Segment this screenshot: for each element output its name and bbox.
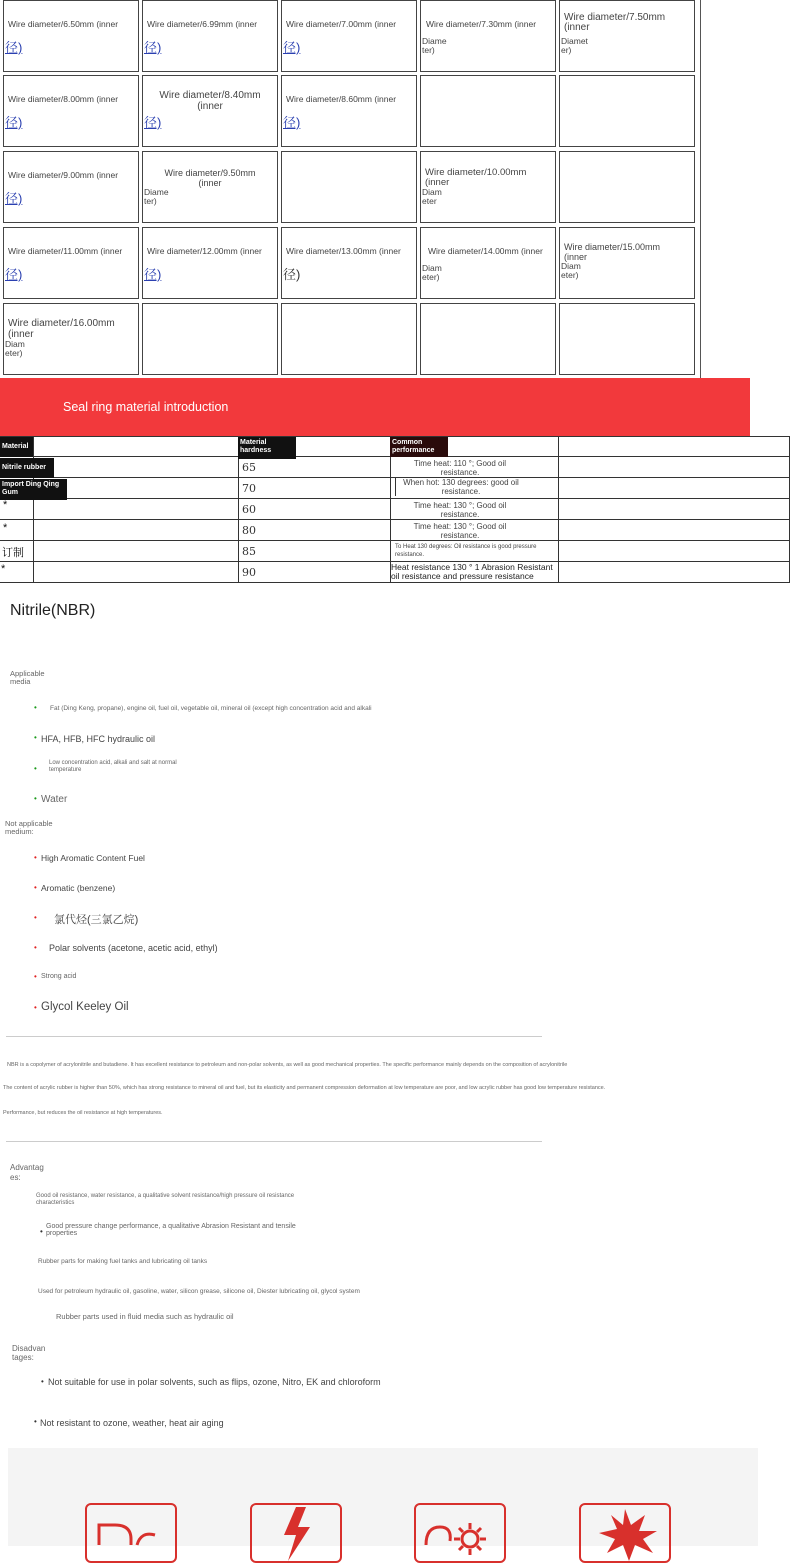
explosion-icon <box>579 1503 671 1563</box>
list-item: Not resistant to ozone, weather, heat air aging <box>40 1418 224 1428</box>
advantages-label: Advantages: <box>10 1163 44 1182</box>
lightning-icon <box>250 1503 342 1563</box>
header-material: Material <box>0 437 33 457</box>
performance-text: Heat resistance 130 ° 1 Abrasion Resistant oil resistance and pressure resistance <box>391 563 557 581</box>
performance-text: When hot: 130 degrees: good oil resistance. <box>395 478 526 496</box>
wire-cell-suffix: 径) <box>5 115 23 130</box>
wire-cell <box>420 151 556 223</box>
wire-cell <box>559 0 695 72</box>
wire-cell-label: Wire diameter/6.99mm (inner <box>147 19 258 29</box>
wire-cell-label: Wire diameter/12.00mm (inner <box>147 246 262 256</box>
wire-cell-note: Diam eter) <box>5 339 25 358</box>
performance-text: Time heat: 130 °; Good oil resistance. <box>395 501 525 519</box>
wire-cell <box>281 0 417 72</box>
hardness-value: 90 <box>242 566 256 579</box>
wire-cell <box>281 303 417 375</box>
wire-cell-note: Diame ter) <box>422 36 447 55</box>
divider <box>6 1141 542 1142</box>
wire-cell-label: Wire diameter/8.40mm (inner <box>159 90 261 112</box>
wire-cell-suffix: 径) <box>283 267 301 282</box>
bullet-icon: • <box>34 764 37 773</box>
wire-cell <box>142 151 278 223</box>
hardness-value: 60 <box>242 503 256 516</box>
wire-cell <box>3 0 139 72</box>
list-item: Rubber parts for making fuel tanks and lubricating oil tanks <box>38 1258 208 1265</box>
wire-cell-label: Wire diameter/10.00mm (inner <box>425 167 527 188</box>
feature-icon-panel <box>8 1448 758 1546</box>
bullet-icon: • <box>34 913 37 922</box>
wire-cell-label: Wire diameter/7.00mm (inner <box>286 19 397 29</box>
section-banner <box>0 378 750 436</box>
applicable-label: Applicable media <box>10 669 45 686</box>
wire-diameter-grid <box>0 0 701 379</box>
wire-cell <box>559 75 695 147</box>
wire-cell <box>3 227 139 299</box>
wire-cell-suffix: 径) <box>144 267 162 282</box>
list-item: Good oil resistance, water resistance, a qualitative solvent resistance/high pressure oil resistance characteristics <box>36 1193 295 1206</box>
bullet-icon: • <box>41 1377 44 1386</box>
bullet-icon: • <box>34 883 37 892</box>
not-applicable-label: Not applicable medium: <box>5 819 53 836</box>
section-title: Nitrile(NBR) <box>10 602 96 619</box>
wire-cell-suffix: 径) <box>144 40 162 55</box>
wire-cell-label: Wire diameter/8.60mm (inner <box>286 94 397 104</box>
list-item: Low concentration acid, alkali and salt at normal temperature <box>49 760 177 773</box>
list-item: Water <box>41 794 68 805</box>
hardness-value: 70 <box>242 482 256 495</box>
wire-cell-label: Wire diameter/11.00mm (inner <box>8 246 123 256</box>
performance-text: Time heat: 130 °; Good oil resistance. <box>395 522 525 540</box>
wire-cell <box>142 0 278 72</box>
wire-cell <box>3 151 139 223</box>
list-item: Glycol Keeley Oil <box>41 1001 129 1013</box>
description-paragraph: The content of acrylic rubber is higher than 50%, which has strong resistance to mineral oil and fuel, but its elasticity and permanent compression deformation at low temperature are poor, and low acrylic rubber has good low temperature resistance. <box>3 1085 606 1091</box>
document-icon <box>85 1503 177 1563</box>
wire-cell-label: Wire diameter/13.00mm (inner <box>286 246 401 256</box>
wire-cell-label: Wire diameter/9.50mm (inner <box>164 168 256 188</box>
wire-cell <box>142 75 278 147</box>
wire-cell-suffix: 径) <box>144 115 162 130</box>
hardness-value: 65 <box>242 461 256 474</box>
banner-title: Seal ring material introduction <box>63 400 229 414</box>
wire-cell-label: Wire diameter/7.30mm (inner <box>426 19 537 29</box>
description-paragraph: Performance, but reduces the oil resistance at high temperatures. <box>3 1110 163 1116</box>
list-item: High Aromatic Content Fuel <box>41 853 145 863</box>
list-item: Strong acid <box>41 973 77 980</box>
wire-cell-label: Wire diameter/8.00mm (inner <box>8 94 119 104</box>
wire-cell-suffix: 径) <box>5 40 23 55</box>
hardness-value: 85 <box>242 545 256 558</box>
wire-cell-label: Wire diameter/6.50mm (inner <box>8 19 119 29</box>
wire-cell <box>559 227 695 299</box>
wire-cell-suffix: 径) <box>283 40 301 55</box>
list-item: Not suitable for use in polar solvents, such as flips, ozone, Nitro, EK and chloroform <box>48 1377 381 1387</box>
list-item: 氯代烃(三氯乙烷) <box>54 914 139 926</box>
wire-cell-note: Diamet er) <box>561 36 588 55</box>
wire-cell-note: Diame ter) <box>144 187 169 206</box>
wire-cell-suffix: 径) <box>5 267 23 282</box>
wire-cell-note: Diam eter <box>422 187 442 206</box>
material-name: Import Ding Qing Gum <box>0 479 67 500</box>
material-name: * <box>3 499 8 511</box>
description-paragraph: NBR is a copolymer of acrylonitrile and butadiene. It has excellent resistance to petroleum and non-polar solvents, as well as good mechanical properties. The specific performance mainly depends on the composition of acrylonitrile <box>7 1062 568 1068</box>
list-item: Used for petroleum hydraulic oil, gasoline, water, silicon grease, silicone oil, Diester lubricating oil, glycol system <box>38 1288 360 1295</box>
wire-cell-note: Diam eter) <box>422 263 442 282</box>
wire-cell-label: Wire diameter/7.50mm (inner <box>564 12 666 33</box>
wire-cell <box>281 151 417 223</box>
wire-cell-note: Diam eter) <box>561 261 581 280</box>
list-item: Aromatic (benzene) <box>41 883 116 893</box>
wire-cell <box>3 303 139 375</box>
wire-cell-label: Wire diameter/16.00mm (inner <box>8 318 115 340</box>
wire-cell <box>559 151 695 223</box>
wire-cell <box>281 227 417 299</box>
performance-text: Time heat: 110 °; Good oil resistance. <box>395 459 525 477</box>
list-item: Good pressure change performance, a qualitative Abrasion Resistant and tensile properties <box>46 1223 296 1237</box>
material-name: * <box>1 563 6 575</box>
performance-text: To Heat 130 degrees: Oil resistance is good pressure resistance. <box>395 543 540 559</box>
divider <box>6 1036 542 1037</box>
list-item: Fat (Ding Keng, propane), engine oil, fuel oil, vegetable oil, mineral oil (except high concentration acid and alkali <box>50 705 372 712</box>
bullet-icon: • <box>34 1003 37 1012</box>
column-divider <box>558 436 559 583</box>
wire-cell <box>281 75 417 147</box>
wire-cell <box>420 75 556 147</box>
bullet-icon: • <box>34 794 37 803</box>
wire-cell <box>420 303 556 375</box>
header-performance: Common performance <box>390 437 448 457</box>
disadvantages-label: Disadvantages: <box>12 1344 46 1362</box>
heat-gear-icon <box>414 1503 506 1563</box>
bullet-icon: • <box>34 703 37 712</box>
bullet-icon: • <box>34 853 37 862</box>
list-item: HFA, HFB, HFC hydraulic oil <box>41 734 156 744</box>
material-table <box>0 436 790 583</box>
wire-cell-label: Wire diameter/14.00mm (inner <box>428 246 543 256</box>
list-item: Rubber parts used in fluid media such as hydraulic oil <box>56 1312 234 1321</box>
material-name: * <box>3 522 8 534</box>
wire-cell <box>142 303 278 375</box>
material-name: 订制 <box>2 547 24 559</box>
material-name: Nitrile rubber <box>0 458 54 478</box>
hardness-value: 80 <box>242 524 256 537</box>
header-hardness: Material hardness <box>238 437 296 459</box>
wire-cell <box>420 227 556 299</box>
bullet-icon: • <box>40 1227 43 1236</box>
wire-cell <box>142 227 278 299</box>
wire-cell-label: Wire diameter/15.00mm (inner <box>564 242 661 262</box>
bullet-icon: • <box>34 943 37 952</box>
wire-cell <box>3 75 139 147</box>
wire-cell <box>559 303 695 375</box>
wire-cell-label: Wire diameter/9.00mm (inner <box>8 170 119 180</box>
bullet-icon: • <box>34 1417 37 1426</box>
wire-cell <box>420 0 556 72</box>
column-divider <box>390 436 391 583</box>
list-item: Polar solvents (acetone, acetic acid, ethyl) <box>49 943 218 953</box>
wire-cell-suffix: 径) <box>283 115 301 130</box>
wire-cell-suffix: 径) <box>5 191 23 206</box>
bullet-icon: • <box>34 733 37 742</box>
bullet-icon: • <box>34 972 37 981</box>
